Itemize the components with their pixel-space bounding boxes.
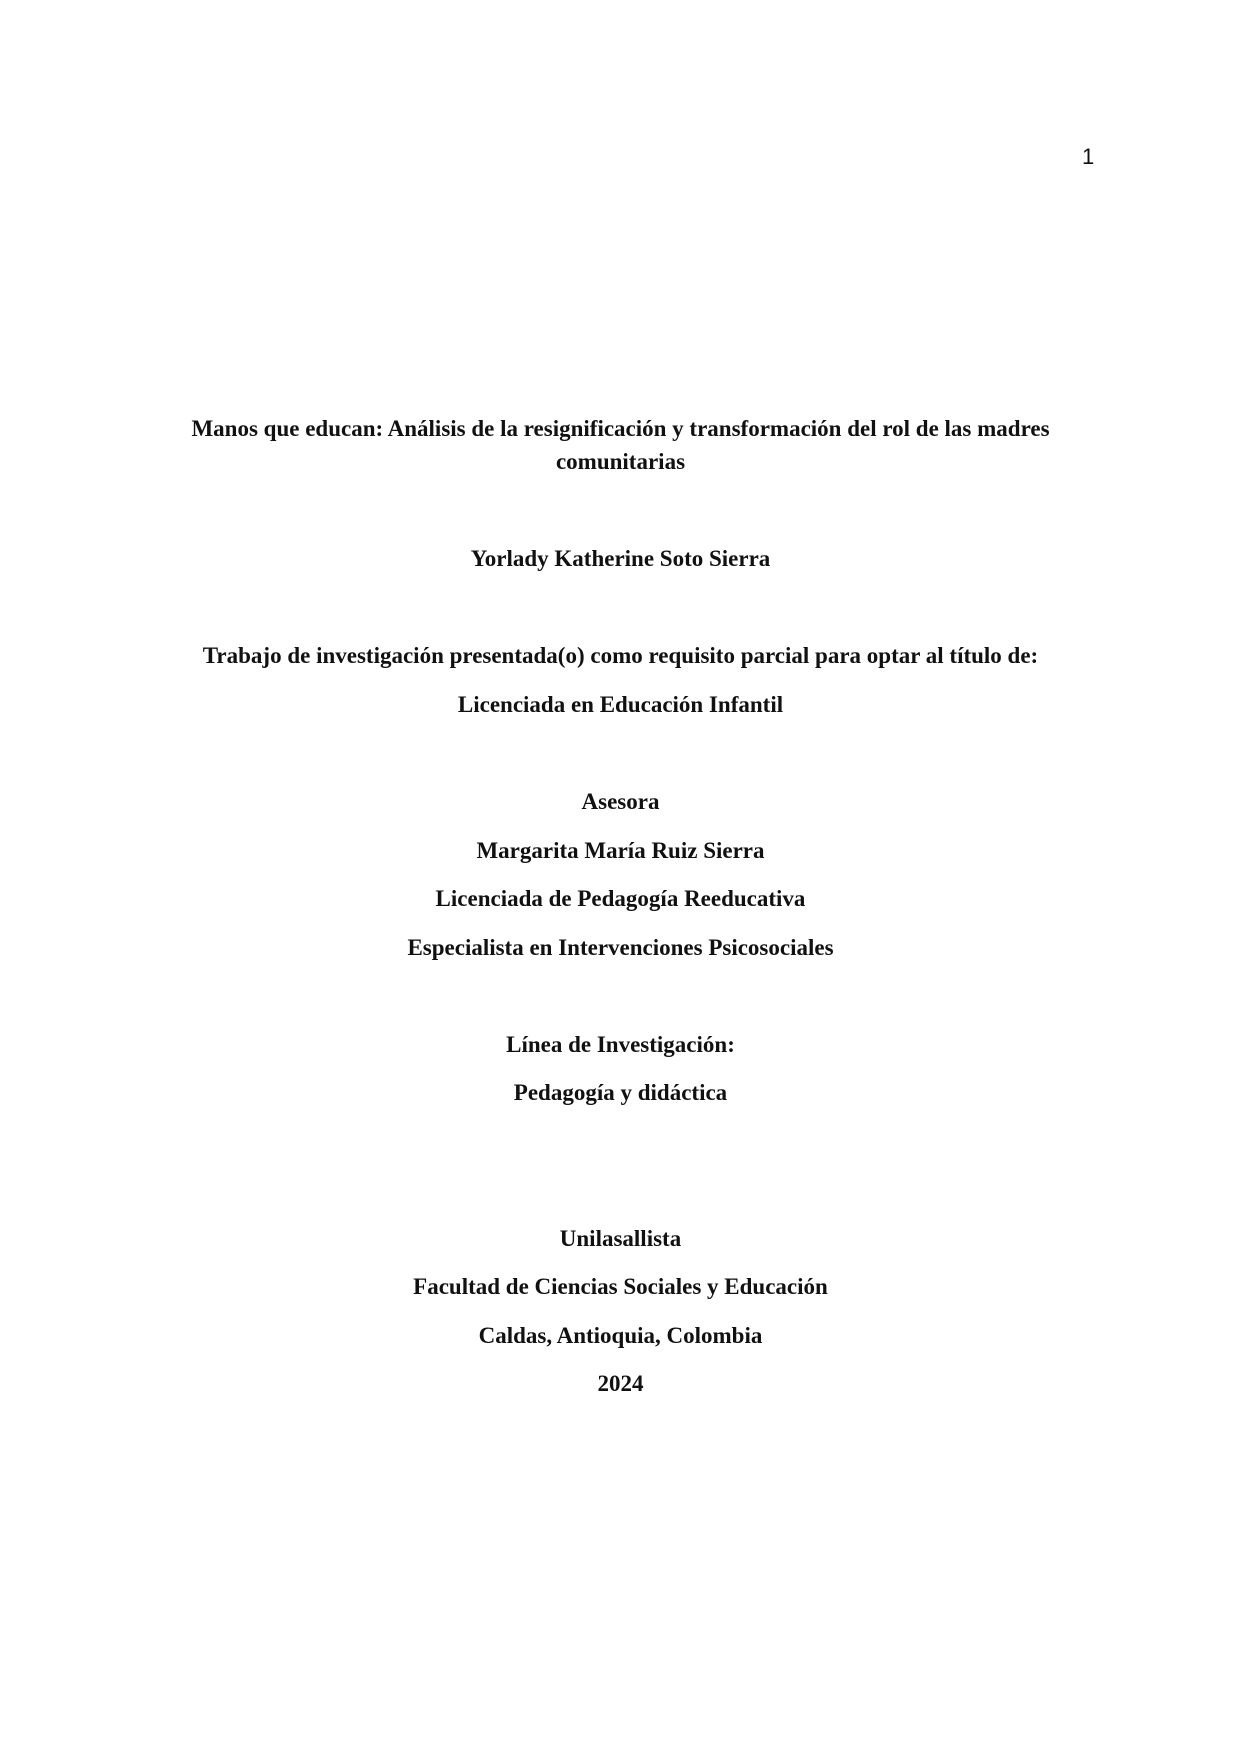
thesis-title-line-2: comunitarias — [555, 449, 686, 474]
thesis-title-line-1: Manos que educan: Análisis de la resignificación y transformación del rol de las madres — [191, 416, 1050, 441]
location: Caldas, Antioquia, Colombia — [478, 1323, 763, 1348]
degree-title: Licenciada en Educación Infantil — [457, 692, 784, 717]
research-line-label: Línea de Investigación: — [506, 1032, 735, 1057]
author-name: Yorlady Katherine Soto Sierra — [470, 546, 771, 571]
faculty-name: Facultad de Ciencias Sociales y Educación — [413, 1274, 828, 1299]
year: 2024 — [597, 1371, 644, 1396]
institution-name: Unilasallista — [559, 1226, 682, 1251]
research-line-value: Pedagogía y didáctica — [513, 1080, 728, 1105]
advisor-credential-1: Licenciada de Pedagogía Reeducativa — [435, 886, 806, 911]
advisor-name: Margarita María Ruiz Sierra — [476, 838, 765, 863]
degree-requirement: Trabajo de investigación presentada(o) como requisito parcial para optar al título de: — [202, 643, 1039, 668]
page-number: 1 — [1082, 144, 1095, 169]
advisor-credential-2: Especialista en Intervenciones Psicosociales — [407, 935, 834, 960]
advisor-label: Asesora — [581, 789, 660, 814]
